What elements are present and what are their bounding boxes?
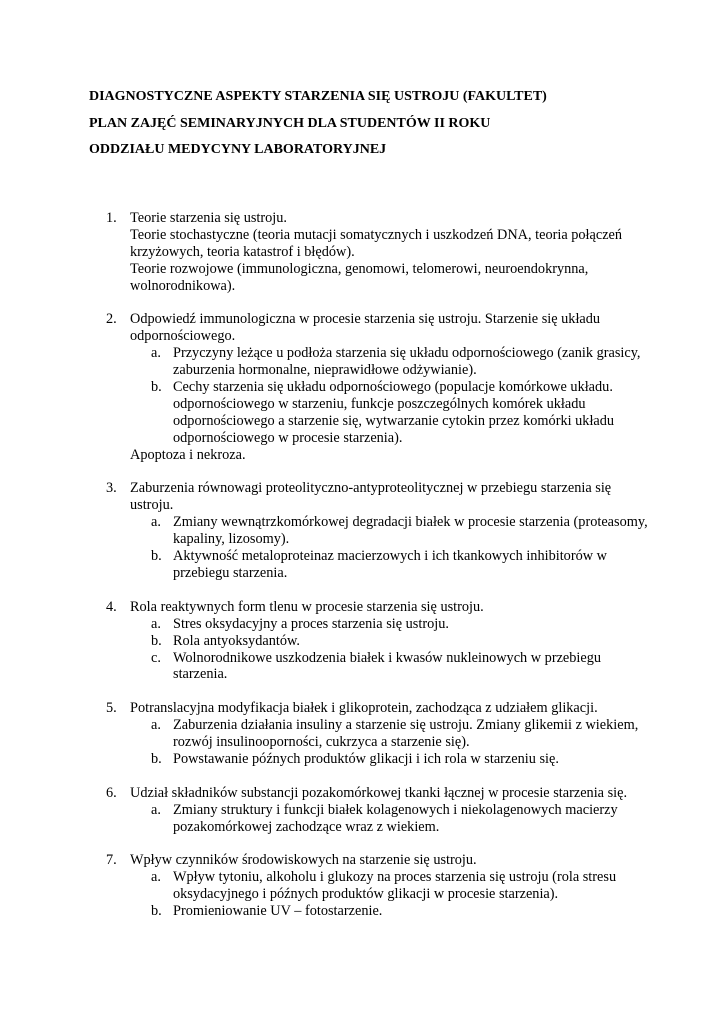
sub-item <box>130 379 650 447</box>
sub-item-letter: a. <box>151 514 161 531</box>
sub-item-letter: c. <box>151 649 161 666</box>
sub-item <box>130 869 650 903</box>
list-item <box>0 311 725 463</box>
list-item <box>0 700 725 768</box>
document-department: ODDZIAŁU MEDYCYNY LABORATORYJNEJ <box>89 142 387 157</box>
list-item-text: Odpowiedź immunologiczna w procesie starzenia się ustroju. Starzenie się układu odpornościowego. <box>130 311 601 345</box>
sub-item-text: Aktywność metaloproteinaz macierzowych i ich tkankowych inhibitorów w przebiegu starzenia. <box>173 548 607 581</box>
list-item-text: Udział składników substancji pozakomórkowej tkanki łącznej w procesie starzenia się. <box>130 784 628 801</box>
list-item <box>0 599 725 684</box>
list-item-body <box>130 785 650 836</box>
sub-item <box>130 802 650 836</box>
list-item-body <box>130 480 650 581</box>
sub-item <box>130 717 650 751</box>
sub-item <box>130 751 650 768</box>
document-subtitle: PLAN ZAJĘĆ SEMINARYJNYCH DLA STUDENTÓW II ROKU <box>89 116 491 131</box>
list-item-number: 4. <box>106 598 117 615</box>
sub-item <box>130 345 650 379</box>
list-item-body <box>130 311 650 463</box>
list-item-number: 5. <box>106 700 117 717</box>
list-item <box>0 785 725 836</box>
sub-item-letter: b. <box>151 548 162 565</box>
list-item-text: Rola reaktywnych form tlenu w procesie starzenia się ustroju. <box>130 598 484 615</box>
sub-item <box>130 903 650 920</box>
sub-item-letter: b. <box>151 379 162 396</box>
sub-item-letter: a. <box>151 869 161 886</box>
sub-item <box>130 650 650 684</box>
sub-item-text: Stres oksydacyjny a proces starzenia się ustroju. <box>173 615 449 632</box>
sub-item-letter: b. <box>151 750 162 767</box>
list-item-number: 6. <box>106 784 117 801</box>
sub-item-letter: b. <box>151 632 162 649</box>
list-item-text: Potranslacyjna modyfikacja białek i glikoprotein, zachodząca z udziałem glikacji. <box>130 700 598 717</box>
sub-item-text: Przyczyny leżące u podłoża starzenia się układu odpornościowego (zanik grasicy, zaburzenia hormonalne, nieprawidłowe odżywianie). <box>173 345 641 379</box>
list-item <box>0 852 725 920</box>
sub-item-text: Zmiany struktury i funkcji białek kolagenowych i niekolagenowych macierzy pozakomórkowej zachodzące wraz z wiekiem. <box>173 801 618 835</box>
sub-item-letter: b. <box>151 903 162 920</box>
document-title: DIAGNOSTYCZNE ASPEKTY STARZENIA SIĘ USTROJU (FAKULTET) <box>89 89 547 104</box>
list-item-text: Zaburzenia równowagi proteolityczno-antyproteolitycznej w przebiegu starzenia się ustroju. <box>130 480 612 514</box>
sub-item-text: Rola antyoksydantów. <box>173 632 300 649</box>
seminar-topic-list <box>0 210 725 937</box>
list-item-number: 3. <box>106 480 117 497</box>
sub-item <box>130 514 650 548</box>
sub-item-text: Wolnorodnikowe uszkodzenia białek i kwasów nukleinowych w przebiegu starzenia. <box>173 649 602 683</box>
list-item-number: 7. <box>106 852 117 869</box>
sub-item <box>130 633 650 650</box>
sub-item-text: Wpływ tytoniu, alkoholu i glukozy na proces starzenia się ustroju (rola stresu oksydacyjnego i późnych produktów glikacji w procesie starzenia). <box>173 869 617 903</box>
list-item-text: Teorie rozwojowe (immunologiczna, genomowi, telomerowi, neuroendokrynna, wolnorodnikowa). <box>130 260 589 294</box>
sub-item-text: Cechy starzenia się układu odpornościowego (populacje komórkowe układu. odpornościowego w starzeniu, funkcje poszczególnych komórek układu odpornościowego a starzenie się, wytwarzanie cytokin przez komórki układu odpornościowego w procesie starzenia). <box>173 379 615 446</box>
sub-item-letter: a. <box>151 615 161 632</box>
list-item-body <box>130 700 650 768</box>
sub-item-letter: a. <box>151 717 161 734</box>
list-item-text: Teorie stochastyczne (teoria mutacji somatycznych i uszkodzeń DNA, teoria połączeń krzyżowych, teoria katastrof i błędów). <box>130 226 623 260</box>
list-item-number: 2. <box>106 311 117 328</box>
list-item-number: 1. <box>106 210 117 226</box>
sub-item <box>130 616 650 633</box>
list-item-text: Wpływ czynników środowiskowych na starzenie się ustroju. <box>130 852 477 869</box>
sub-item-letter: a. <box>151 801 161 818</box>
sub-item-text: Zmiany wewnątrzkomórkowej degradacji białek w procesie starzenia (proteasomy, kapaliny, lizosomy). <box>173 514 648 548</box>
list-item <box>0 210 725 295</box>
sub-item-text: Promieniowanie UV – fotostarzenie. <box>173 903 383 920</box>
list-item-text: Teorie starzenia się ustroju. <box>130 210 288 226</box>
list-item-note: Apoptoza i nekroza. <box>130 446 246 463</box>
sub-item-text: Powstawanie późnych produktów glikacji i ich rola w starzeniu się. <box>173 750 559 767</box>
list-item-body <box>130 599 650 684</box>
sub-item-text: Zaburzenia działania insuliny a starzenie się ustroju. Zmiany glikemii z wiekiem, rozwój insulinooporności, cukrzyca a starzenie się). <box>173 717 639 751</box>
sub-item-letter: a. <box>151 345 161 362</box>
list-item-body <box>130 852 650 920</box>
list-item <box>0 480 725 581</box>
sub-item <box>130 548 650 582</box>
list-item-body <box>130 210 650 295</box>
